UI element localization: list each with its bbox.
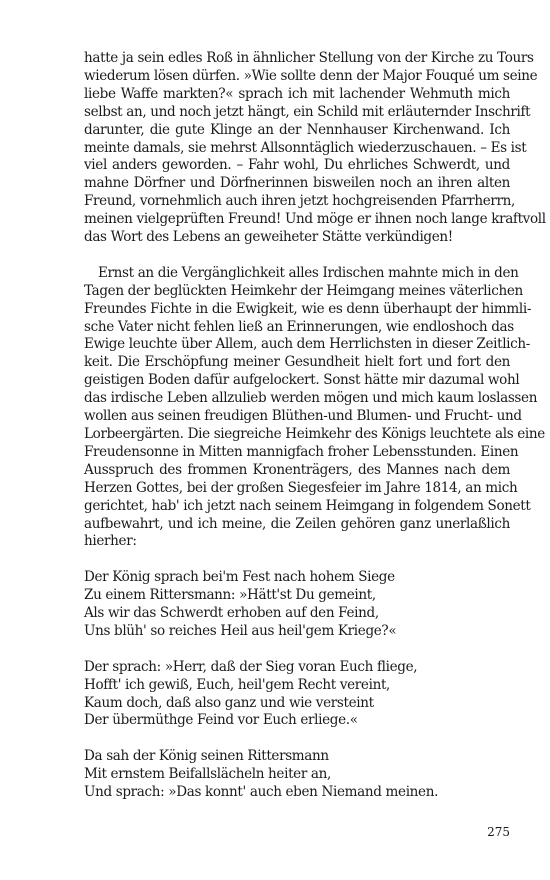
page-body: [84, 50, 546, 802]
text-line: das irdische Leben allzulieb werden mögen und mich kaum loslassen: [84, 390, 538, 407]
verse-line: Hofft' ich gewiß, Euch, heil'gem Recht vereint,: [84, 676, 391, 693]
text-line: keit. Die Erschöpfung meiner Gesundheit hielt fort und fort den: [84, 354, 510, 371]
text-line: Freund, vornehmlich auch ihren jetzt hochgreisenden Pfarrherrn,: [84, 193, 515, 210]
text-line: aufbewahrt, und ich meine, die Zeilen gehören ganz unerlaßlich: [84, 515, 510, 532]
verse-line: Zu einem Rittersmann: »Hätt'st Du gemeint,: [84, 587, 376, 604]
paragraph-1: [84, 50, 546, 247]
text-line: sche Vater nicht fehlen ließ an Erinnerungen, wie endloshoch das: [84, 318, 514, 335]
text-line: viel anders geworden. – Fahr wohl, Du ehrliches Schwerdt, und: [84, 157, 510, 174]
text-line: Lorbeergärten. Die siegreiche Heimkehr des Königs leuchtete als eine: [84, 426, 545, 443]
sonnet-stanza-3: [84, 748, 510, 802]
verse-line: Der übermüthge Feind vor Euch erliege.«: [84, 712, 358, 729]
text-line: hierher:: [84, 533, 137, 550]
text-line: mahne Dörfner und Dörfnerinnen bisweilen noch an ihren alten: [84, 175, 510, 192]
text-line: geistigen Boden dafür aufgelockert. Sonst hätte mir dazumal wohl: [84, 372, 520, 389]
verse-line: Da sah der König seinen Rittersmann: [84, 748, 329, 765]
text-line: Ausspruch des frommen Kronenträgers, des Mannes nach dem: [84, 461, 510, 478]
text-line: Freundes Fichte in die Ewigkeit, wie es denn überhaupt der himmli-: [84, 300, 532, 317]
text-line: darunter, die gute Klinge an der Nennhauser Kirchenwand. Ich: [84, 121, 510, 138]
text-line: Tagen der beglückten Heimkehr der Heimgang meines väterlichen: [84, 282, 523, 299]
verse-line: Als wir das Schwerdt erhoben auf den Feind,: [84, 605, 379, 622]
text-line: Ewige leuchte über Allem, auch dem Herrlichsten in dieser Zeitlich-: [84, 336, 530, 353]
text-line: liebe Waffe markten?« sprach ich mit lachender Wehmuth mich: [84, 85, 510, 102]
text-line: wiederum lösen dürfen. »Wie sollte denn der Major Fouqué um seine: [84, 67, 538, 84]
verse-line: Mit ernstem Beifallslächeln heiter an,: [84, 766, 331, 783]
page-number: 275: [487, 825, 510, 839]
verse-line: Und sprach: »Das konnt' auch eben Niemand meinen.: [84, 784, 439, 801]
paragraph-2: [84, 264, 545, 552]
verse-line: Kaum doch, daß also ganz und wie versteint: [84, 694, 374, 711]
text-line: hatte ja sein edles Roß in ähnlicher Stellung von der Kirche zu Tours: [84, 50, 534, 66]
text-line: selbst an, und noch jetzt hängt, ein Schild mit erläuternder Inschrift: [84, 103, 531, 120]
text-line: Herzen Gottes, bei der großen Siegesfeier im Jahre 1814, an mich: [84, 479, 518, 496]
sonnet-stanza-1: [84, 569, 510, 641]
text-line: Ernst an die Vergänglichkeit alles Irdischen mahnte mich in den: [98, 264, 519, 281]
verse-line: Der sprach: »Herr, daß der Sieg voran Euch fliege,: [84, 658, 418, 675]
text-line: meinen vielgeprüften Freund! Und möge er ihnen noch lange kraftvoll: [84, 211, 546, 228]
text-line: Freudensonne in Mitten mannigfach froher Lebensstunden. Einen: [84, 443, 519, 460]
text-line: meinte damals, sie mehrst Allsonntäglich wiederzuschauen. – Es ist: [84, 139, 527, 156]
text-line: gerichtet, hab' ich jetzt nach seinem Heimgang in folgendem Sonett: [84, 497, 531, 514]
text-line: das Wort des Lebens an geweiheter Stätte verkündigen!: [84, 229, 453, 246]
text-line: wollen aus seinen freudigen Blüthen-und Blumen- und Frucht- und: [84, 408, 522, 425]
sonnet-stanza-2: [84, 659, 510, 731]
verse-line: Uns blüh' so reiches Heil aus heil'gem Kriege?«: [84, 622, 397, 639]
verse-line: Der König sprach bei'm Fest nach hohem Siege: [84, 569, 395, 586]
